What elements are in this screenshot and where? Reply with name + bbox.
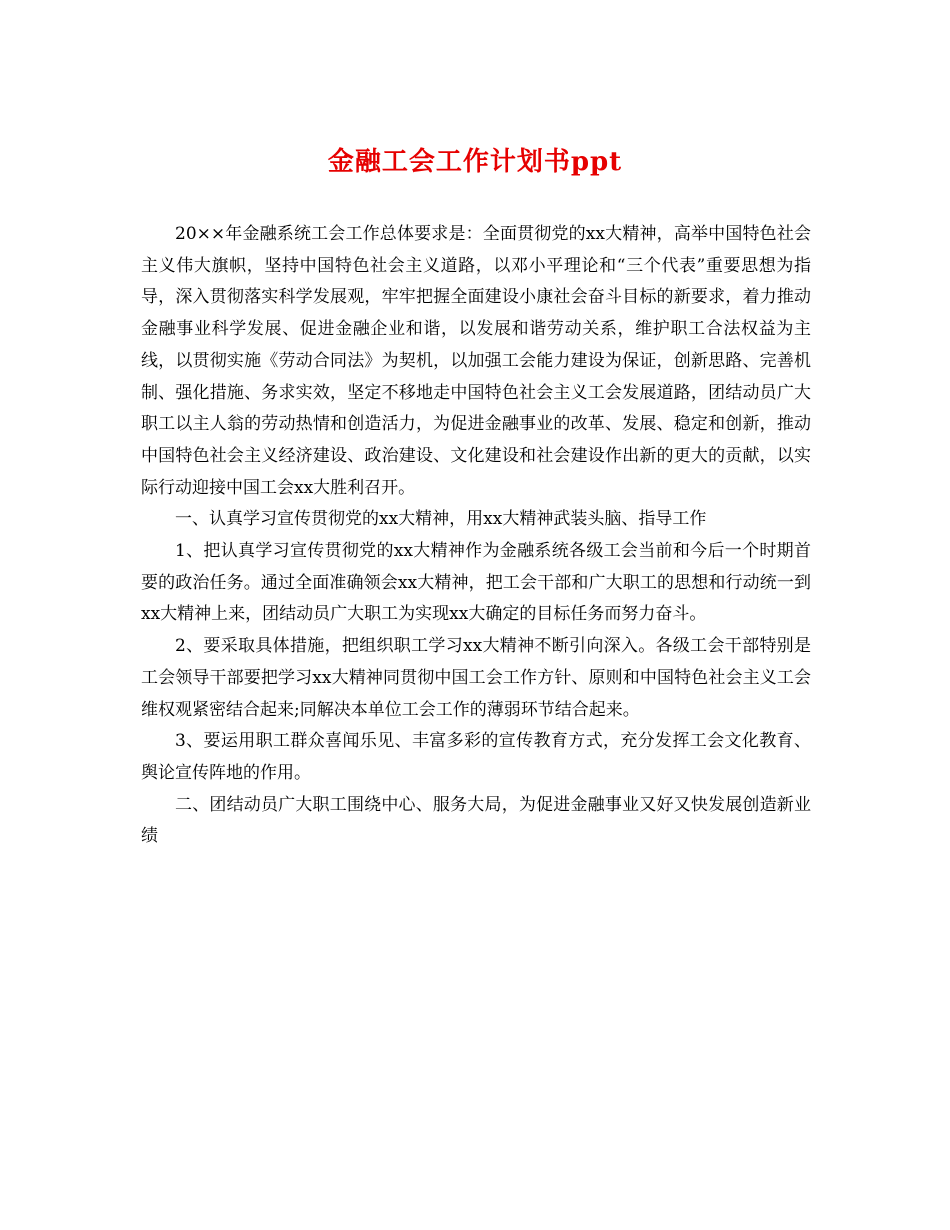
section-heading-2: 二、团结动员广大职工围绕中心、服务大局，为促进金融事业又好又快发展创造新业绩	[141, 794, 811, 847]
section-heading-1: 一、认真学习宣传贯彻党的xx大精神，用xx大精神武装头脑、指导工作	[175, 509, 707, 530]
intro-paragraph: 20××年金融系统工会工作总体要求是：全面贯彻党的xx大精神，高举中国特色社会主义伟大旗帜，坚持中国特色社会主义道路，以邓小平理论和“三个代表”重要思想为指导，深入贯彻落实科学发展观，牢牢把握全面建设小康社会奋斗目标的新要求，着力推动金融事业科学发展、促进金融企业和谐，以发展和谐劳动关系，维护职工合法权益为主线，以贯彻实施《劳动合同法》为契机，以加强工会能力建设为保证，创新思路、完善机制、强化措施、务求实效，坚定不移地走中国特色社会主义工会发展道路，团结动员广大职工以主人翁的劳动热情和创造活力，为促进金融事业的改革、发展、稳定和创新，推动中国特色社会主义经济建设、政治建设、文化建设和社会建设作出新的更大的贡献，以实际行动迎接中国工会xx大胜利召开。	[141, 224, 811, 498]
document-body	[141, 219, 811, 853]
list-item-1: 1、把认真学习宣传贯彻党的xx大精神作为金融系统各级工会当前和今后一个时期首要的政治任务。通过全面准确领会xx大精神，把工会干部和广大职工的思想和行动统一到xx大精神上来，团结动员广大职工为实现xx大确定的目标任务而努力奋斗。	[141, 541, 811, 625]
document-title: 金融工会工作计划书ppt	[327, 147, 623, 177]
list-item-2: 2、要采取具体措施，把组织职工学习xx大精神不断引向深入。各级工会干部特别是工会领导干部要把学习xx大精神同贯彻中国工会工作方针、原则和中国特色社会主义工会维权观紧密结合起来;同解决本单位工会工作的薄弱环节结合起来。	[141, 636, 811, 720]
list-item-3: 3、要运用职工群众喜闻乐见、丰富多彩的宣传教育方式，充分发挥工会文化教育、舆论宣传阵地的作用。	[141, 731, 811, 783]
